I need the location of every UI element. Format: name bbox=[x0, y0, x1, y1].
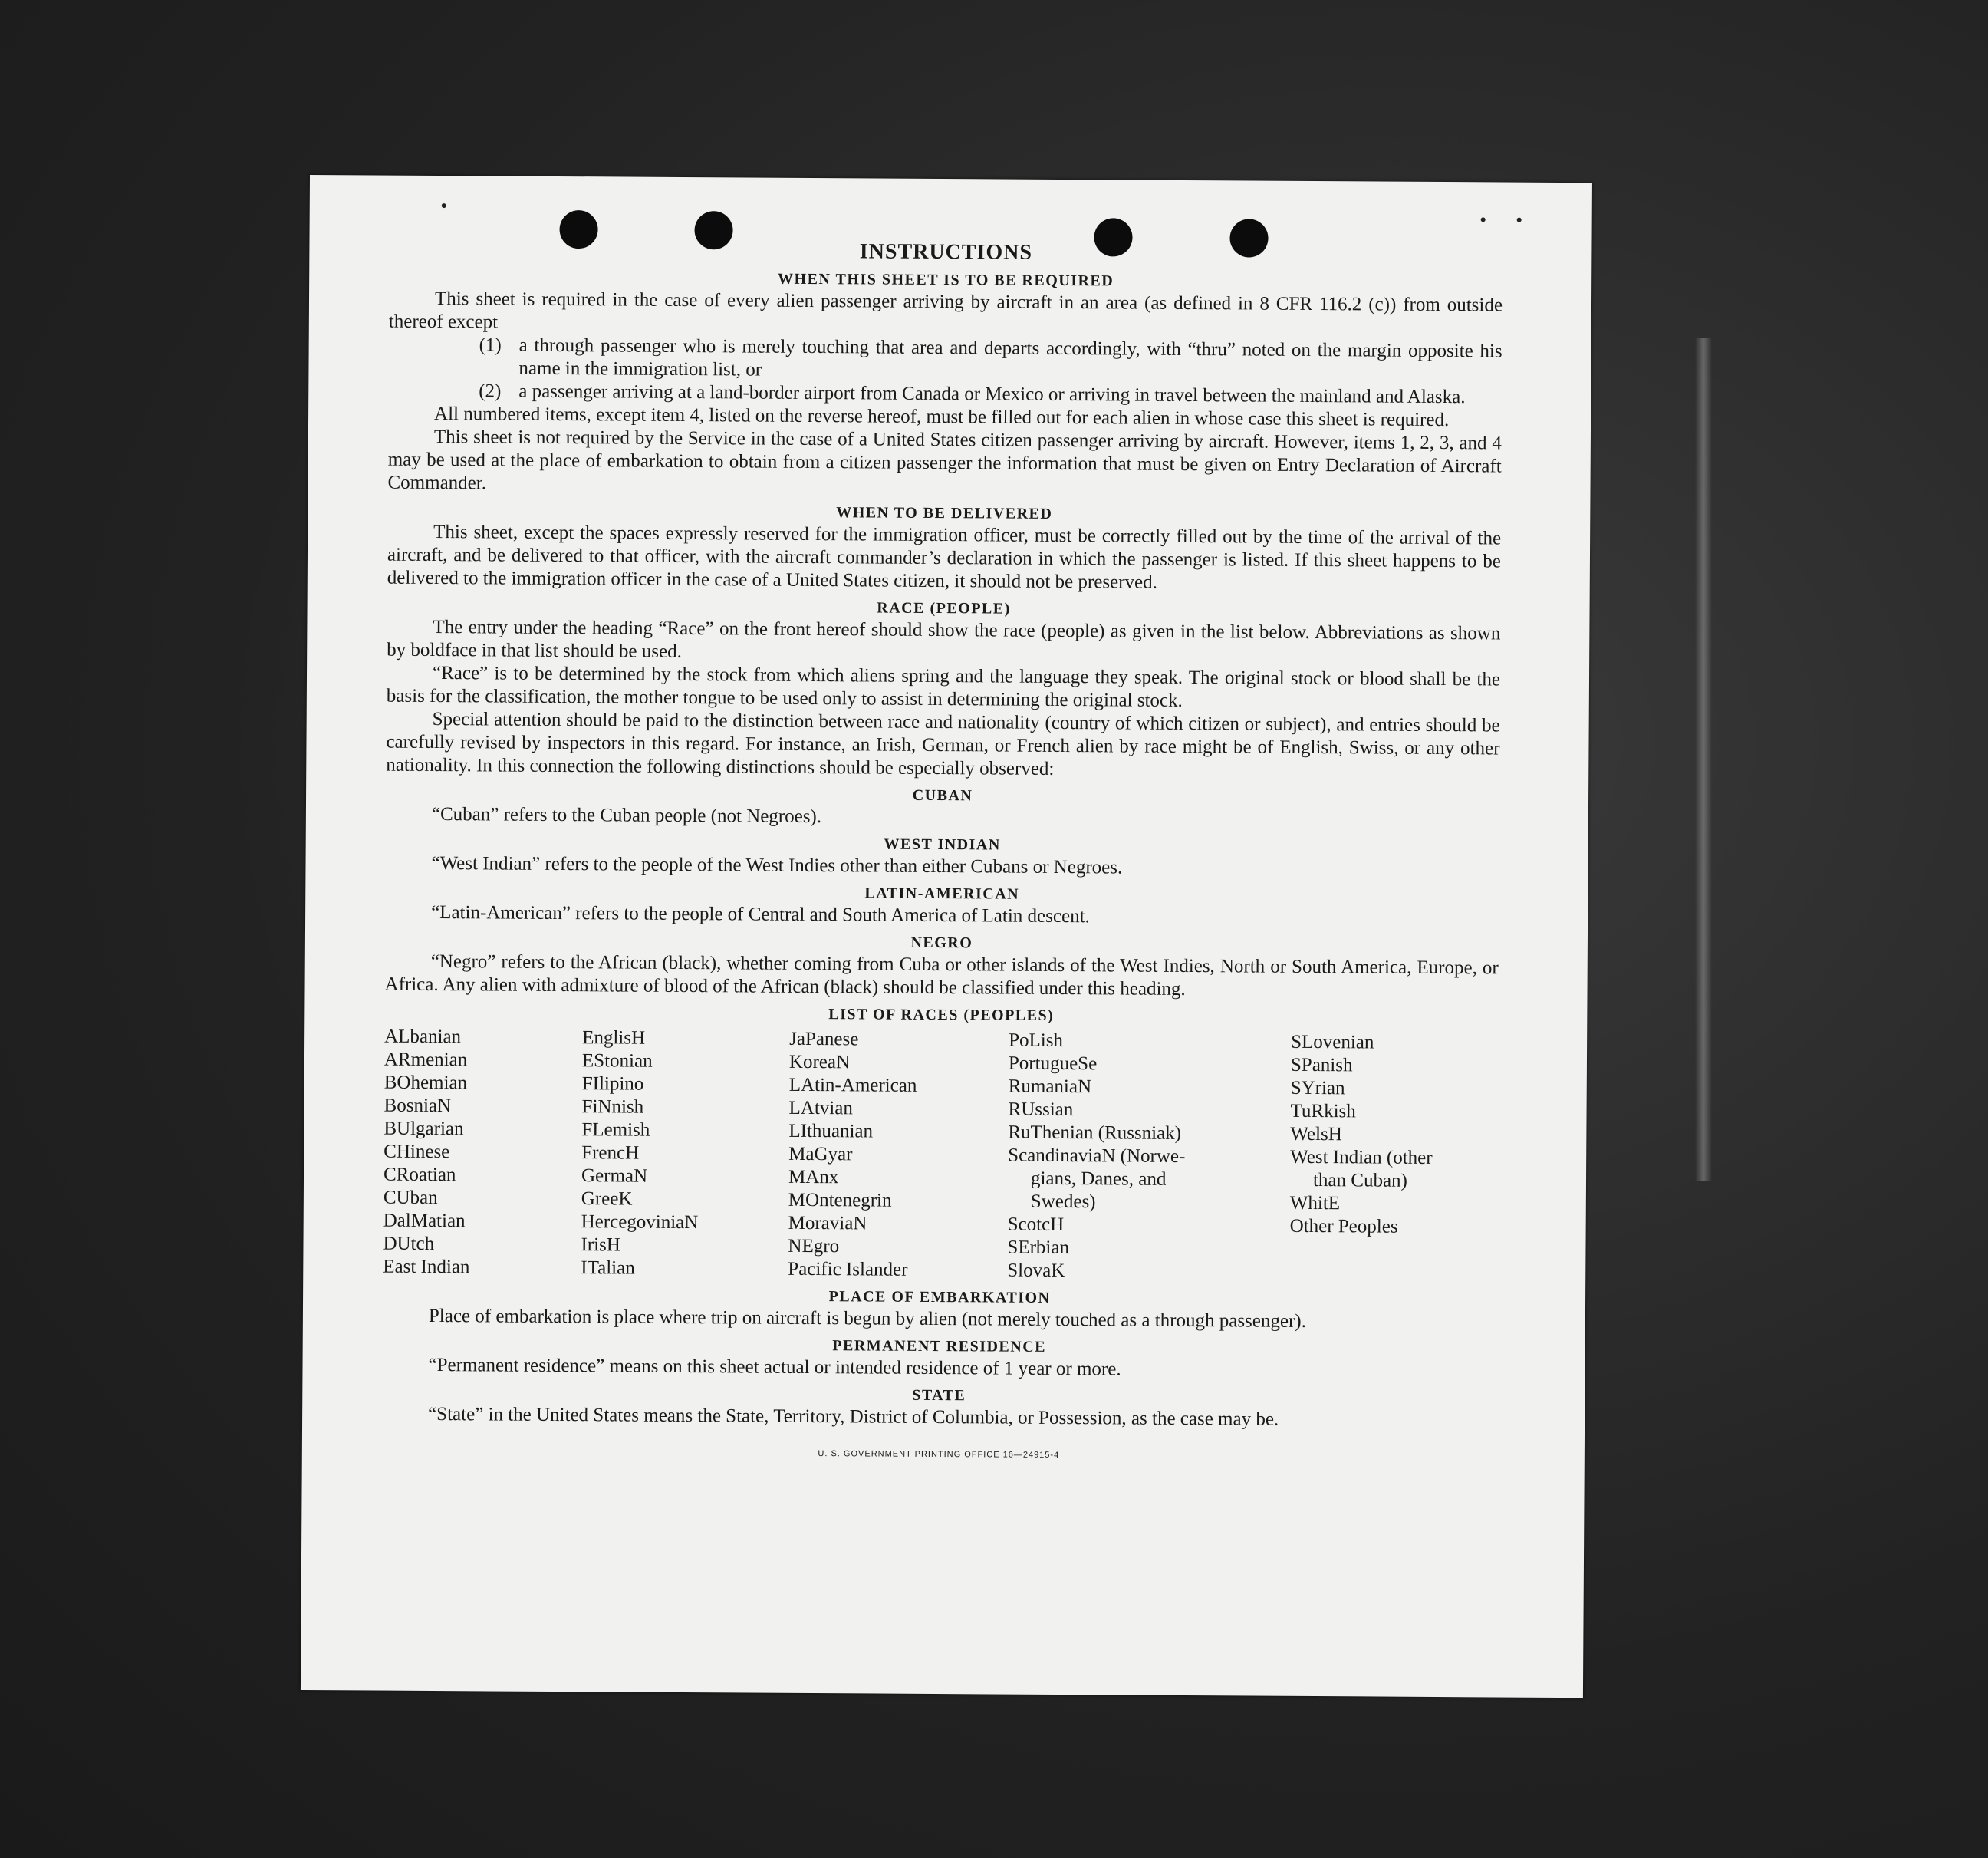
race-entry: ITalian bbox=[581, 1257, 635, 1279]
race-entry: FiNnish bbox=[581, 1096, 644, 1118]
page-title: INSTRUCTIONS bbox=[859, 239, 1033, 265]
section-heading: NEGRO bbox=[910, 934, 973, 952]
paragraph: All numbered items, except item 4, listed on the reverse hereof, must be filled out for each alien in whose case this sheet is required. bbox=[434, 403, 1450, 431]
race-entry: KoreaN bbox=[788, 1051, 851, 1073]
race-entry: SLovenian bbox=[1291, 1031, 1374, 1053]
race-entry: West Indian (other bbox=[1290, 1146, 1433, 1168]
race-entry: ScandinaviaN (Norwe- bbox=[1008, 1145, 1186, 1167]
section-heading: LIST OF RACES (PEOPLES) bbox=[828, 1006, 1055, 1024]
list-item bbox=[388, 334, 1502, 387]
race-entry: ALbanian bbox=[384, 1026, 462, 1048]
race-entry: MoraviaN bbox=[788, 1212, 867, 1234]
section-heading: PERMANENT RESIDENCE bbox=[832, 1337, 1047, 1356]
race-entry: RumaniaN bbox=[1008, 1076, 1092, 1098]
race-entry: HercegoviniaN bbox=[581, 1211, 699, 1234]
race-entry: RUssian bbox=[1008, 1099, 1074, 1121]
race-entry-continued: Swedes) bbox=[1030, 1191, 1096, 1213]
race-column bbox=[1007, 1029, 1291, 1284]
paragraph: “Latin-American” refers to the people of Central and South America of Latin descent. bbox=[431, 901, 1090, 927]
item-text: a through passenger who is merely touching that area and departs accordingly, with “thru” noted on the margin opposite his name in the immigration list, or bbox=[518, 334, 1503, 380]
race-entry: PortugueSe bbox=[1008, 1053, 1098, 1075]
race-entry: BOhemian bbox=[383, 1072, 468, 1094]
race-entry: FLemish bbox=[581, 1119, 650, 1141]
race-entry: LAtin-American bbox=[788, 1074, 917, 1096]
paragraph: “Permanent residence” means on this sheet actual or intended residence of 1 year or more. bbox=[428, 1354, 1121, 1380]
paragraph: “Race” is to be determined by the stock from which aliens spring and the language they speak. The original stock or blood shall be the basis for the classification, the mother tongue to be used only to assist in determining the original stock. bbox=[386, 662, 1501, 711]
race-entry: MaGyar bbox=[788, 1143, 853, 1165]
race-entry: LAtvian bbox=[788, 1097, 853, 1119]
section-heading: WHEN TO BE DELIVERED bbox=[836, 504, 1053, 522]
section-heading: STATE bbox=[912, 1386, 966, 1405]
ink-speck bbox=[1481, 217, 1486, 222]
instruction-sheet bbox=[301, 175, 1592, 1698]
race-entry: East Indian bbox=[383, 1256, 470, 1278]
race-entry: BosniaN bbox=[383, 1095, 452, 1117]
race-entry-continued: gians, Danes, and bbox=[1030, 1168, 1167, 1190]
race-entry: RuThenian (Russniak) bbox=[1008, 1122, 1182, 1144]
paragraph: “Cuban” refers to the Cuban people (not Negroes). bbox=[431, 803, 822, 828]
race-entry: LIthuanian bbox=[788, 1120, 874, 1142]
race-entry: SPanish bbox=[1290, 1054, 1353, 1076]
race-entry: EStonian bbox=[581, 1050, 653, 1072]
race-entry: FrencH bbox=[581, 1142, 640, 1164]
race-entry: MAnx bbox=[788, 1166, 839, 1188]
race-entry: BUlgarian bbox=[383, 1118, 464, 1140]
paragraph: “State” in the United States means the State, Territory, District of Columbia, or Possession, as the case may be. bbox=[428, 1403, 1279, 1430]
race-entry: GermaN bbox=[581, 1165, 648, 1187]
paragraph: This sheet, except the spaces expressly reserved for the immigration officer, must be correctly filled out by the time of the arrival of the aircraft, and be delivered to that officer, with the aircraft commander’s declaration in which the passenger is listed. If this sheet happens to be delivered to the immigration officer in the case of a United States citizen, it should not be preserved. bbox=[387, 521, 1502, 593]
race-entry: PoLish bbox=[1009, 1029, 1064, 1052]
section-heading: RACE (PEOPLE) bbox=[877, 599, 1011, 618]
race-entry: JaPanese bbox=[789, 1028, 859, 1050]
race-entry: GreeK bbox=[581, 1188, 633, 1210]
race-entry: ARmenian bbox=[383, 1049, 468, 1071]
race-entry: ScotcH bbox=[1007, 1214, 1065, 1236]
race-column bbox=[383, 1026, 582, 1280]
paragraph: The entry under the heading “Race” on the front hereof should show the race (people) as given in the list below. Abbreviations as shown by boldface in that list should be used. bbox=[387, 616, 1501, 662]
paragraph: Special attention should be paid to the distinction between race and nationality (country of which citizen or subject), and entries should be carefully revised by inspectors in this regard. For instance, an Irish, German, or French alien by race might be of English, Swiss, or any other nationality. In this connection the following distinctions should be especially observed: bbox=[386, 708, 1500, 779]
ink-speck bbox=[442, 203, 446, 208]
printer-imprint: U. S. GOVERNMENT PRINTING OFFICE 16—24915-4 bbox=[818, 1449, 1060, 1461]
paragraph: This sheet is not required by the Service in the case of a United States citizen passenger arriving by aircraft. However, items 1, 2, 3, and 4 may be used at the place of embarkation to obtain from a citizen passenger the information that must be given on Entry Declaration of Aircraft Commander. bbox=[387, 426, 1502, 494]
race-entry: NEgro bbox=[788, 1235, 840, 1257]
section-heading: LATIN-AMERICAN bbox=[864, 885, 1020, 903]
paragraph: “West Indian” refers to the people of the West Indies other than either Cubans or Negroes. bbox=[431, 852, 1123, 878]
race-entry: TuRkish bbox=[1290, 1100, 1356, 1122]
scanner-glare bbox=[1695, 338, 1712, 1181]
section-heading: WEST INDIAN bbox=[884, 835, 1001, 854]
section-heading: CUBAN bbox=[912, 786, 973, 805]
race-entry: WhitE bbox=[1289, 1192, 1341, 1214]
item-text: a passenger arriving at a land-border airport from Canada or Mexico or arriving in travel between the mainland and Alaska. bbox=[518, 380, 1466, 408]
race-list bbox=[383, 1026, 1498, 1286]
race-column bbox=[788, 1028, 1009, 1283]
paragraph: “Negro” refers to the African (black), whether coming from Cuba or other islands of the West Indies, North or South America, Europe, or Africa. Any alien with admixture of blood of the African (black) should be classified under this heading. bbox=[384, 950, 1499, 1000]
item-number: (2) bbox=[479, 380, 502, 402]
sheet-content bbox=[382, 237, 1503, 1470]
race-column bbox=[581, 1026, 789, 1281]
race-entry: SErbian bbox=[1007, 1237, 1070, 1259]
paragraph: Place of embarkation is place where trip on aircraft is begun by alien (not merely touched as a through passenger). bbox=[428, 1305, 1307, 1332]
section-heading: PLACE OF EMBARKATION bbox=[828, 1288, 1051, 1306]
race-entry: CUban bbox=[383, 1187, 438, 1209]
item-number: (1) bbox=[479, 334, 502, 356]
ink-speck bbox=[1517, 218, 1522, 222]
race-entry: MOntenegrin bbox=[788, 1189, 892, 1211]
race-entry: Other Peoples bbox=[1289, 1215, 1398, 1237]
paragraph: This sheet is required in the case of every alien passenger arriving by aircraft in an area (as defined in 8 CFR 116.2 (c)) from outside thereof except bbox=[388, 288, 1503, 333]
section-heading: WHEN THIS SHEET IS TO BE REQUIRED bbox=[778, 270, 1114, 290]
race-entry: SYrian bbox=[1290, 1077, 1345, 1099]
race-entry: IrisH bbox=[581, 1234, 620, 1256]
race-entry: CHinese bbox=[383, 1141, 450, 1163]
race-entry: Pacific Islander bbox=[788, 1258, 908, 1280]
race-entry: WelsH bbox=[1290, 1123, 1342, 1145]
race-entry: SlovaK bbox=[1007, 1260, 1065, 1282]
race-column bbox=[1289, 1031, 1498, 1286]
race-entry: DalMatian bbox=[383, 1210, 466, 1232]
race-entry: CRoatian bbox=[383, 1164, 456, 1186]
race-entry: FIlipino bbox=[581, 1073, 644, 1095]
race-entry: EnglisH bbox=[582, 1027, 646, 1049]
race-entry-continued: than Cuban) bbox=[1312, 1170, 1407, 1191]
race-entry: DUtch bbox=[383, 1233, 435, 1255]
